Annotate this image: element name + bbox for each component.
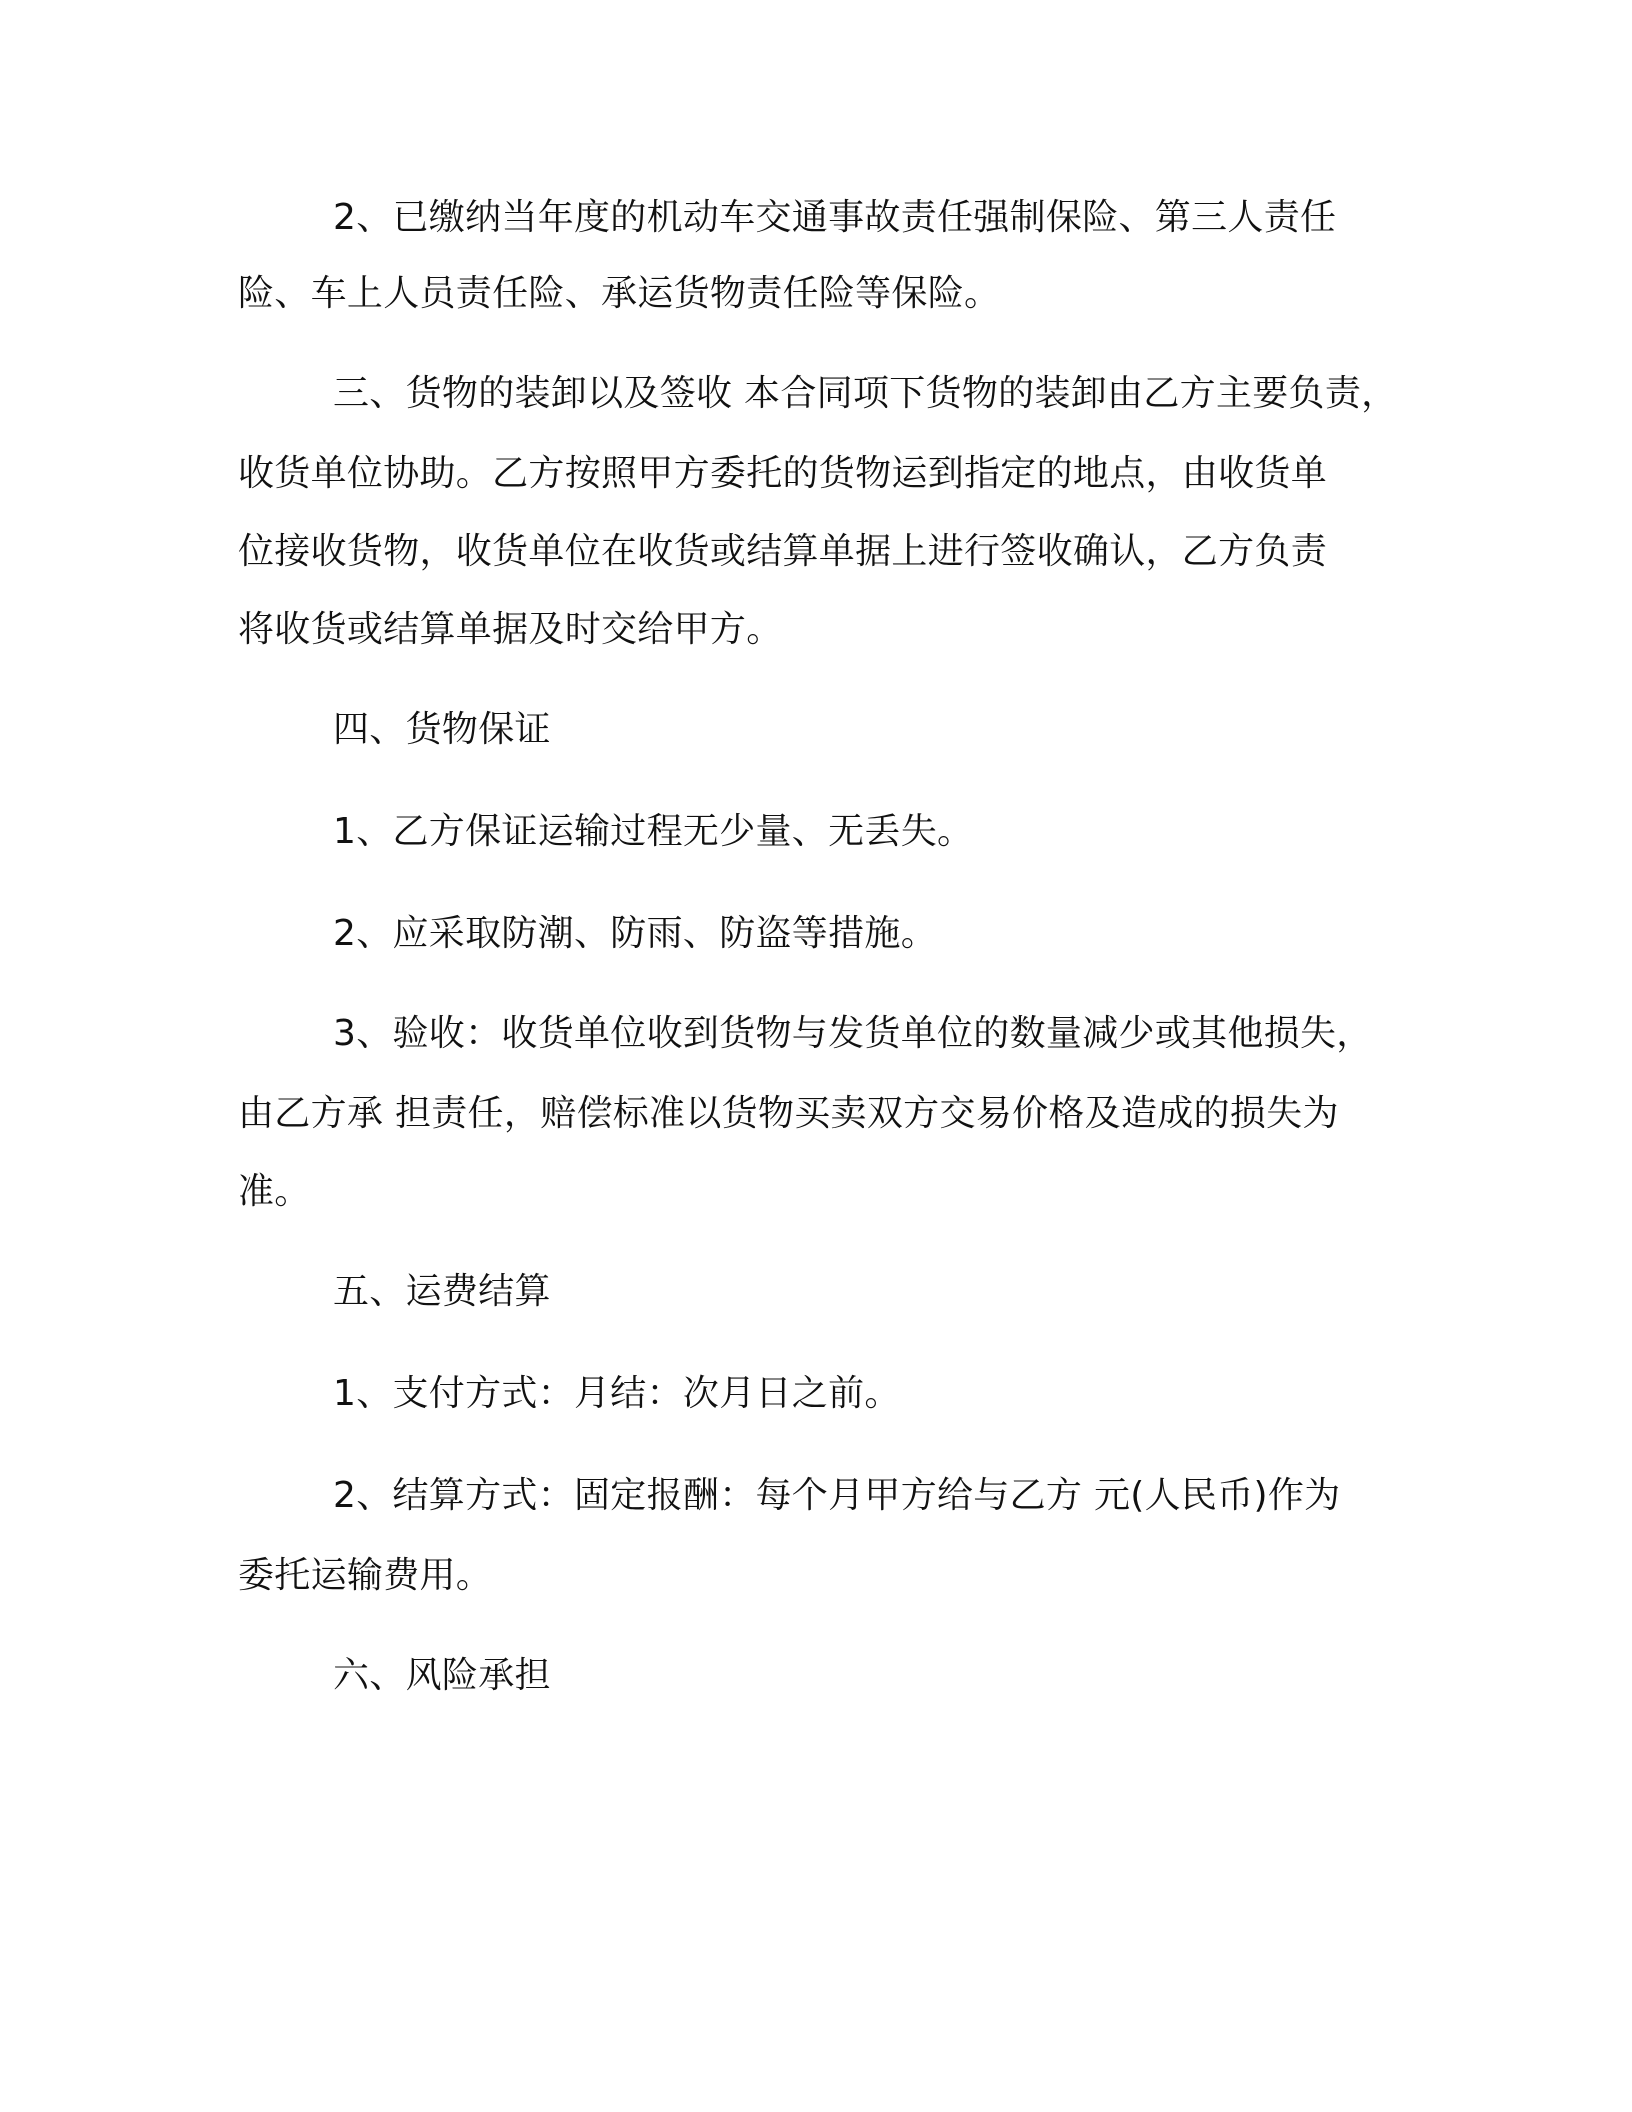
section-four-item-2: 2、应采取防潮、防雨、防盗等措施。 [333, 913, 938, 954]
section-four-item-3-line-1: 3、验收：收货单位收到货物与发货单位的数量减少或其他损失， [333, 1013, 1373, 1054]
section-six-heading: 六、风险承担 [333, 1655, 551, 1696]
section-three-line-2: 收货单位协助。乙方按照甲方委托的货物运到指定的地点，由收货单 [238, 453, 1328, 494]
section-three-line-1: 三、货物的装卸以及签收 本合同项下货物的装卸由乙方主要负责， [333, 373, 1398, 414]
section-five-item-2-line-1: 2、结算方式：固定报酬：每个月甲方给与乙方 元(人民币)作为 [333, 1475, 1341, 1516]
clause-insurance-line-2: 险、车上人员责任险、承运货物责任险等保险。 [238, 273, 1001, 314]
section-five-heading: 五、运费结算 [333, 1271, 551, 1312]
section-four-heading: 四、货物保证 [333, 709, 551, 750]
section-three-line-4: 将收货或结算单据及时交给甲方。 [238, 609, 783, 650]
section-five-item-2-line-2: 委托运输费用。 [238, 1555, 493, 1596]
section-five-item-1: 1、支付方式：月结：次月日之前。 [333, 1373, 901, 1414]
section-four-item-3-line-3: 准。 [238, 1171, 311, 1212]
section-three-line-3: 位接收货物，收货单位在收货或结算单据上进行签收确认，乙方负责 [238, 531, 1328, 572]
section-four-item-1: 1、乙方保证运输过程无少量、无丢失。 [333, 811, 974, 852]
clause-insurance-line-1: 2、已缴纳当年度的机动车交通事故责任强制保险、第三人责任 [333, 197, 1337, 238]
section-four-item-3-line-2: 由乙方承 担责任，赔偿标准以货物买卖双方交易价格及造成的损失为 [238, 1093, 1339, 1134]
